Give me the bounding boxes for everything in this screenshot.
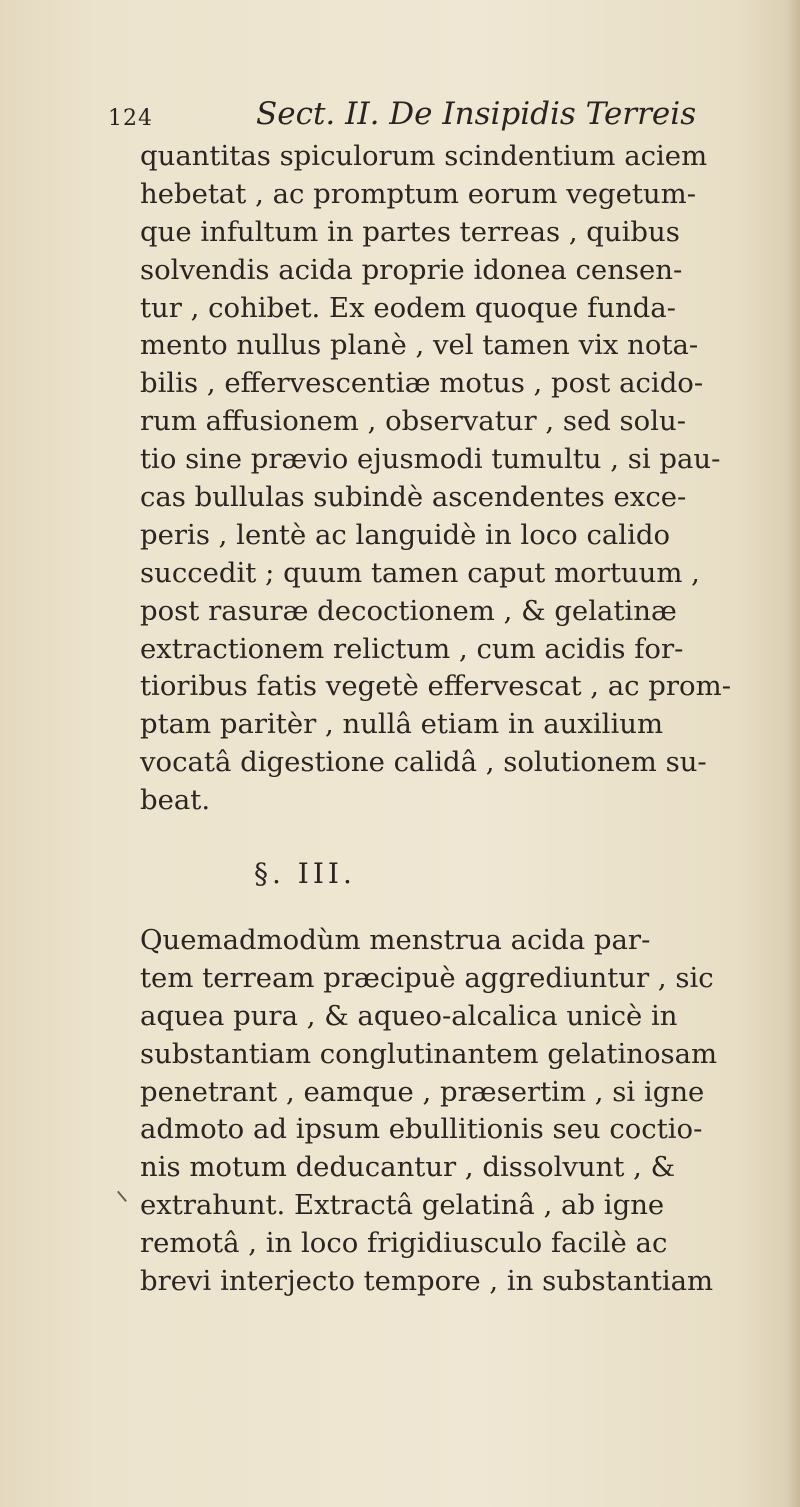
text-line: tem terream præcipuè aggrediuntur , sic [140,961,714,994]
text-line: post rasuræ decoctionem , & gelatinæ [140,594,677,627]
paragraph-1 [140,138,780,820]
text-line: peris , lentè ac languidè in loco calido [140,518,671,551]
text-line: rum affusionem , observatur , sed solu- [140,405,687,438]
text-line: penetrant , eamque , præsertim , si igne [140,1075,705,1108]
text-line: extractionem relictum , cum acidis for- [140,632,684,665]
text-line: hebetat , ac promptum eorum vegetum- [140,177,697,210]
paragraph-2 [140,922,790,1301]
text-line: tur , cohibet. Ex eodem quoque funda- [140,291,676,324]
text-line: extrahunt. Extractâ gelatinâ , ab igne [140,1189,665,1222]
text-line: aquea pura , & aqueo-alcalica unicè in [140,999,678,1032]
text-line: admoto ad ipsum ebullitionis seu coctio- [140,1113,703,1146]
running-head: Sect. II. De Insipidis Terreis [256,96,697,132]
page-number: 124 [108,106,153,131]
page-header [108,96,748,140]
text-line: tioribus fatis vegetè effervescat , ac prom- [140,670,731,703]
text-line: bilis , effervescentiæ motus , post acido- [140,367,704,400]
text-line: vocatâ digestione calidâ , solutionem su- [140,746,707,779]
text-line: cas bullulas subindè ascendentes exce- [140,481,687,514]
margin-pencil-mark [116,1190,128,1202]
text-line: Quemadmodùm menstrua acida par- [140,924,651,956]
text-line: mento nullus planè , vel tamen vix nota- [140,329,699,362]
text-line: nis motum deducantur , dissolvunt , & [140,1151,676,1184]
text-line: substantiam conglutinantem gelatinosam [140,1037,718,1070]
text-line: succedit ; quum tamen caput mortuum , [140,556,700,589]
text-line: beat. [140,784,211,817]
text-line: que infultum in partes terreas , quibus [140,215,680,248]
section-heading: §. III. [254,857,356,890]
text-line: solvendis acida proprie idonea censen- [140,253,683,286]
text-line: ptam paritèr , nullâ etiam in auxilium [140,708,664,741]
text-line: remotâ , in loco frigidiusculo facilè ac [140,1227,668,1260]
text-line: quantitas spiculorum scindentium aciem [140,140,708,172]
text-line: brevi interjecto tempore , in substantiam [140,1265,714,1298]
text-line: tio sine prævio ejusmodi tumultu , si pau- [140,443,721,476]
